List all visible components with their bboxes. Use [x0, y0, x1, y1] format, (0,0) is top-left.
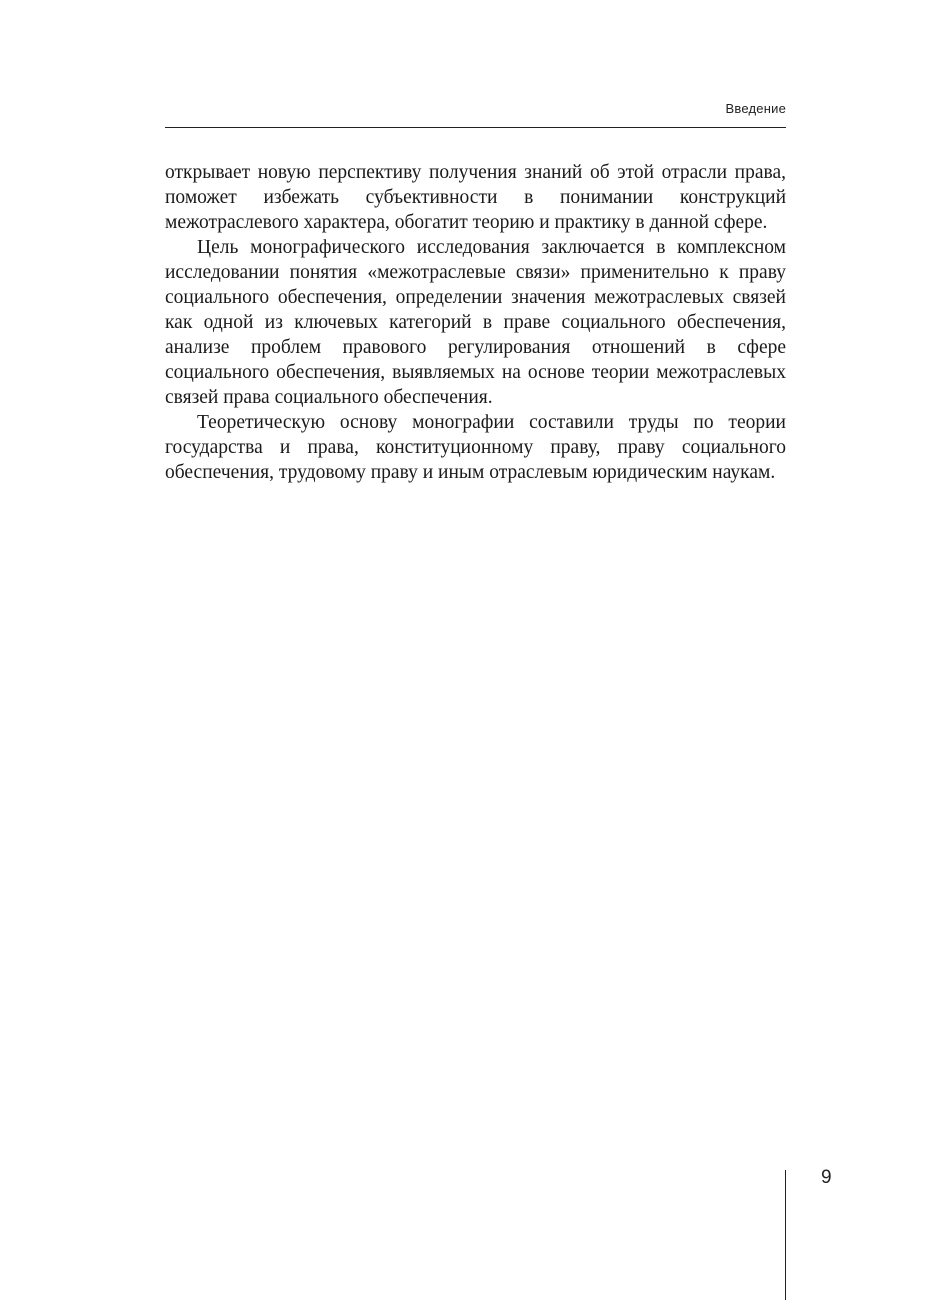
page-number-divider: [785, 1170, 786, 1300]
paragraph-goal: Цель монографического исследования заключается в комплексном исследовании понятия «межотраслевые связи» применительно к праву социального обеспечения, определении значения межотраслевых связей как одной из ключевых категорий в праве социального обеспечения, анализе проблем правового регулирования отношений в сфере социального обеспечения, выявляемых на основе теории межотраслевых связей права социального обеспечения.: [165, 237, 786, 408]
paragraph-continuation: открывает новую перспективу получения знаний об этой отрасли права, поможет избежать субъективности в понимании конструкций межотраслевого характера, обогатит теорию и практику в данной сфере.: [165, 162, 786, 233]
body-text: [165, 160, 786, 485]
header-divider: [165, 127, 786, 128]
running-header: Введение: [725, 101, 786, 116]
paragraph-theoretical-basis: Теоретическую основу монографии составили труды по теории государства и права, конституционному праву, праву социального обеспечения, трудовому праву и иным отраслевым юридическим наукам.: [165, 412, 786, 483]
page-number: 9: [821, 1167, 832, 1188]
